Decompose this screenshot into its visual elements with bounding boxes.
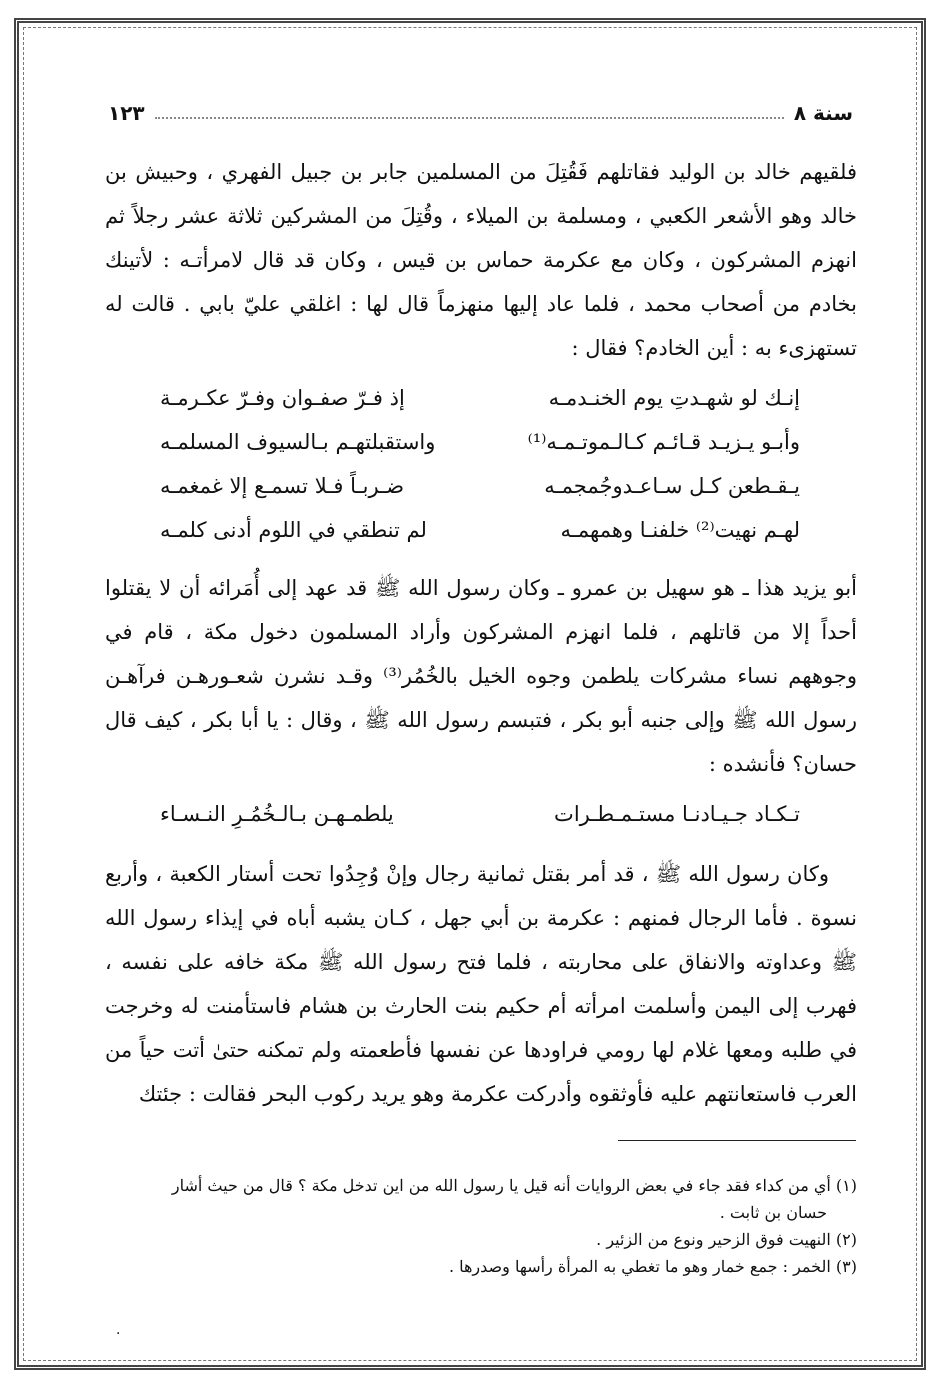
footnote-1-continuation: حسان بن ثابت . — [719, 1203, 827, 1222]
paragraph-2: أبو يزيد هذا ـ هو سهيل بن عمرو ـ وكان رسول الله ﷺ قد عهد إلى أُمَرائه أن لا يقتلوا أحداً إلا من قاتلهم ، فلما انهزم المشركون وأراد المسلمون دخول مكة ، قام في وجوههم نساء مشركات يلطمن وجوه الخيل بالخُمُر⁽³⁾ وقـد نشرن شعـورهـن فرآهـن رسول الله ﷺ وإلى جنبه أبو بكر ، فتبسم رسول الله ﷺ ، وقال : يا أبا بكر ، كيف قال حسان؟ فأنشده : — [105, 576, 858, 776]
poem-1 — [160, 376, 800, 552]
paragraph-1: فلقيهم خالد بن الوليد فقاتلهم فَقُتِلَ من المسلمين جابر بن جبيل الفهري ، وحبيش بن خالد وهو الأشعر الكعبي ، ومسلمة بن الميلاء ، وقُتِلَ من المشركين ثلاثة عشر رجلاً ثم انهزم المشركون ، وكان مع عكرمة حماس بن قيس ، وكان قد قال لامرأتـه : لأتينك بخادم من أصحاب محمد ، فلما عاد إليها منهزماً قال لها : اغلقي عليّ بابي . قالت له تستهزىء به : أين الخادم؟ فقال : — [105, 160, 857, 360]
paragraph-1-block — [105, 150, 857, 370]
verse-2-first-hemistich: وأبـو يـزيـد قـائـم كـالـموتـمـه⁽¹⁾ — [527, 430, 800, 454]
verse-2-second-hemistich: واستقبلتهـم بـالسيوف المسلمـه — [160, 430, 436, 454]
verse-1-first-hemistich: إنـك لو شهـدتِ يوم الخنـدمـه — [548, 386, 800, 410]
verse-hassan-second-hemistich: يلطمـهـن بـالـخُمُـرِ النـسـاء — [160, 802, 394, 826]
footnotes — [105, 1172, 857, 1280]
page-header — [108, 96, 853, 130]
verse-3 — [160, 464, 800, 508]
page-number: ١٢٣ — [108, 101, 145, 125]
paragraph-3-block — [105, 852, 857, 1116]
section-title: سنة ٨ — [793, 101, 853, 125]
footnote-3: (٣) الخمر : جمع خمار وهو ما تغطي به المرأة رأسها وصدرها . — [448, 1257, 857, 1276]
verse-2 — [160, 420, 800, 464]
verse-1 — [160, 376, 800, 420]
verse-3-first-hemistich: يـقـطعن كـل سـاعـدوجُمجمـه — [544, 474, 800, 498]
paragraph-3: وكان رسول الله ﷺ ، قد أمر بقتل ثمانية رجال وإنْ وُجِدُوا تحت أستار الكعبة ، وأربع نسوة . فأما الرجال فمنهم : عكرمة بن أبي جهل ، كـان يشبه أباه في إيذاء رسول الله ﷺ وعداوته والانفاق على محاربته ، فلما فتح رسول الله ﷺ مكة خافه على نفسه ، فهرب إلى اليمن وأسلمت امرأته أم حكيم بنت الحارث بن هشام فاستأمنت له وخرجت في طلبه ومعها غلام لها رومي فراودها عن نفسها فأطعمته ولم تمكنه حتىٰ أتت حياً من العرب فاستعانتهم عليه فأوثقوه وأدركت عكرمة وهو يريد ركوب البحر فقالت : جئتك — [105, 862, 857, 1106]
verse-4 — [160, 508, 800, 552]
verse-4-first-hemistich: لهـم نهيت⁽²⁾ خلفنـا وهمهمـه — [560, 518, 800, 542]
verse-hassan-first-hemistich: تـكـاد جـيـادنـا مستـمـطـرات — [554, 802, 800, 826]
footnote-1: (١) أي من كداء فقد جاء في بعض الروايات أنه قيل يا رسول الله من اين تدخل مكة ؟ قال من حيث أشار — [171, 1176, 857, 1195]
verse-4-second-hemistich: لم تنطقي في اللوم أدنى كلمـه — [160, 518, 427, 542]
header-leader-dots — [155, 107, 784, 119]
footnote-separator — [618, 1140, 856, 1141]
verse-hassan — [160, 792, 800, 836]
page-mark: . — [116, 1322, 121, 1338]
footnote-2: (٢) النهيت فوق الزحير ونوع من الزئير . — [596, 1230, 857, 1249]
verse-3-second-hemistich: ضـربـاً فـلا تسمـع إلا غمغمـه — [160, 474, 405, 498]
poem-2 — [160, 792, 800, 836]
paragraph-2-block — [105, 566, 857, 786]
verse-1-second-hemistich: إذ فـرّ صفـوان وفـرّ عكـرمـة — [160, 386, 405, 410]
